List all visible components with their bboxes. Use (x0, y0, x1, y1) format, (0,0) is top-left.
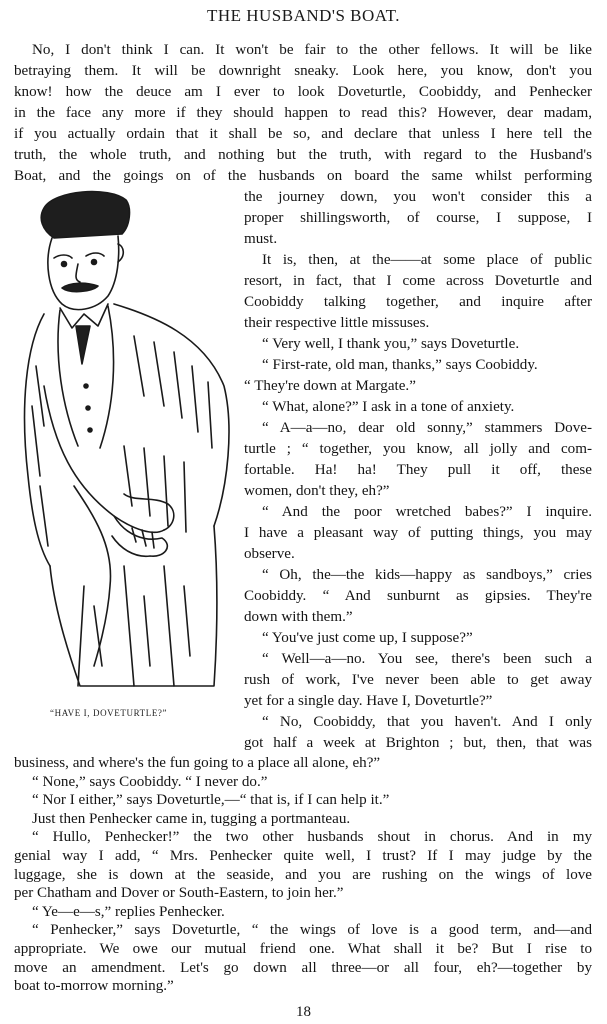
text-line: “ Hullo, Penhecker!” the two other husbands shout in chorus. And in my (32, 829, 592, 846)
text-line: business, and where's the fun going to a place all alone, eh?” (14, 755, 381, 771)
text-line: genial way I add, “ Mrs. Penhecker quite well, I trust? If I may judge by the (14, 848, 592, 864)
text-line: “ What, alone?” I ask in a tone of anxiety. (262, 399, 515, 415)
text-line: know! how the deuce am I ever to look Doveturtle, Coobiddy, and Penhecker (14, 84, 592, 100)
text-line: Just then Penhecker came in, tugging a portmanteau. (32, 810, 351, 827)
man-illustration (14, 186, 240, 706)
text-line: No, I don't think I can. It won't be fair to the other fellows. It will be like (32, 42, 592, 58)
text-line: if you actually ordain that it shall be so, and declare that unless I here tell the (14, 126, 592, 142)
text-line: fortable. Ha! ha! They pull it off, these (244, 462, 592, 478)
text-line: “ Ye—e—s,” replies Penhecker. (32, 903, 225, 920)
text-line: proper shillingsworth, of course, I suppose, I (244, 210, 592, 226)
text-line: “ Nor I either,” says Doveturtle,—“ that is, if I can help it.” (32, 792, 390, 809)
text-line: got half a week at Brighton ; but, then, that was (244, 735, 592, 751)
text-line: per Chatham and Dover or South-Eastern, to join her.” (14, 885, 344, 902)
text-line: boat to-morrow morning.” (14, 978, 174, 995)
text-line: women, don't they, eh?” (244, 483, 390, 499)
text-line: “ None,” says Coobiddy. “ I never do.” (32, 773, 268, 790)
text-line: It is, then, at the——at some place of public (262, 252, 592, 268)
text-line: “ First-rate, old man, thanks,” says Coobiddy. (262, 357, 538, 373)
text-line: rush of work, I've never been able to get away (244, 672, 592, 688)
text-line: I have a pleasant way of putting things, you may (244, 525, 592, 541)
text-line: their respective little missuses. (244, 315, 430, 331)
text-line: “ Penhecker,” says Doveturtle, “ the wings of love is a good term, and—and (32, 922, 592, 939)
text-line: move an amendment. Let's go down all three—or all four, eh?—together by (14, 959, 592, 976)
text-line: “ Well—a—no. You see, there's been such a (262, 651, 592, 667)
text-line: Coobiddy. “ And sunburnt as gipsies. They're (244, 588, 592, 604)
text-line: yet for a single day. Have I, Doveturtle?” (244, 693, 493, 709)
text-line: “ And the poor wretched babes?” I inquire. (262, 504, 592, 520)
text-line: luggage, she is down at the seaside, and you are rushing on the wings of love (14, 866, 592, 883)
text-line: observe. (244, 546, 295, 562)
text-line: in the face any more if they should happen to read this? However, dear madam, (14, 105, 592, 121)
text-line: turtle ; “ together, you know, all jolly and com- (244, 441, 592, 457)
text-line: Coobiddy talking together, and inquire after (244, 294, 592, 310)
page-number: 18 (296, 1003, 311, 1020)
text-line: betraying them. It will be downright sneaky. Look here, you know, don't you (14, 63, 592, 79)
text-line: down with them.” (244, 609, 353, 625)
text-line: must. (244, 231, 278, 247)
text-line: “ You've just come up, I suppose?” (262, 630, 473, 646)
illustration-caption: “HAVE I, DOVETURTLE?” (50, 708, 168, 718)
text-line: “ Oh, the—the kids—happy as sandboys,” cries (262, 567, 592, 583)
text-line: “ Very well, I thank you,” says Doveturtle. (262, 336, 520, 352)
chapter-title: THE HUSBAND'S BOAT. (206, 6, 401, 25)
text-line: appropriate. We owe our mutual friend one. What shall it be? But I rise to (14, 941, 592, 957)
text-line: “ A—a—no, dear old sonny,” stammers Dove- (262, 420, 592, 436)
text-line: resort, in fact, that I come across Doveturtle and (244, 273, 592, 289)
text-line: truth, the whole truth, and nothing but the truth, with regard to the Husband's (14, 147, 592, 163)
text-line: “ They're down at Margate.” (244, 378, 416, 394)
text-line: “ No, Coobiddy, that you haven't. And I only (262, 714, 592, 730)
text-line: the journey down, you won't consider this a (244, 189, 592, 205)
text-line: Boat, and the goings on of the husbands on board the same whilst performing (14, 168, 592, 184)
